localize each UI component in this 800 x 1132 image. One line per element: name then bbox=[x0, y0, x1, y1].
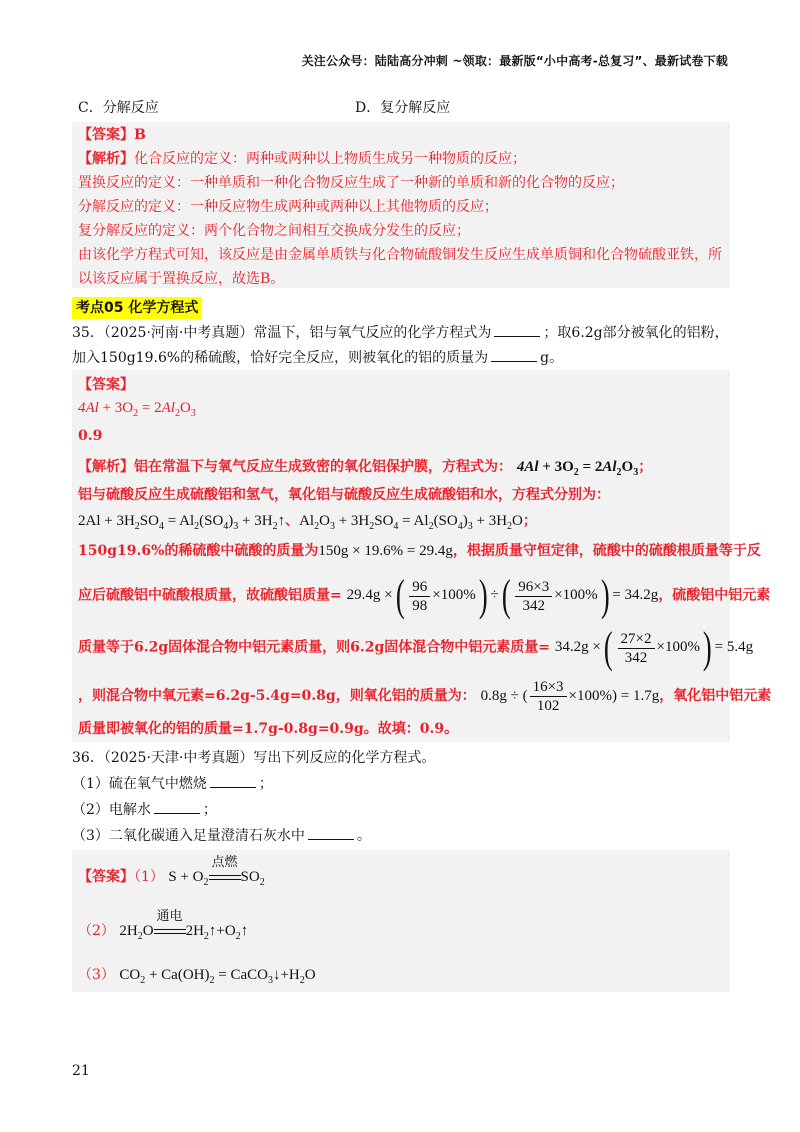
analysis-label: 【解析】 bbox=[78, 459, 134, 475]
answer-value: B bbox=[134, 127, 146, 143]
q35-stem-line2: 加入150g19.6%的稀硫酸，恰好完全反应，则被氧化的铝的质量为 g。 bbox=[72, 350, 564, 366]
q35-answer-box: 【答案】 $4Al + 3O_2 = 2Al_2O_3$ 0.9 【解析】铝在常温下与氧气反应生成致密的氧化铝保护膜，方程式为： $4Al + 3O_2 = 2Al_2O_3$； 铝与硫酸反应生成硫酸铝和氢气，氧化铝与硫酸反应生成硫酸铝和水，方程式分别为： $2Al + 3H_2SO_4 = Al_2(SO_4)_3$ + $3H_2↑$、$Al_2O_3 + 3H_2SO_4 = Al_2(SO_4)_3 + 3H_2O$； 150g19.6%的稀硫酸中硫酸的质量为150g × 19.6% = 29.4g，根据质量守恒定律，硫酸中的硫酸根质量等于反 应后硫酸铝中硫酸根质量，故硫酸铝质量= 29.4g ×( $\frac{96}{98}$ ×100%) ÷( $\frac{96\times 3}{342}$ ×100%) = 34.2g，硫酸铝中铝元素 质量等于6.2g固体混合物中铝元素质量，则6.2g固体混合物中铝元素质量= 34.2g ×( $\frac{27\times 2}{342}$ ×100%) = 5.4g ，则混合物中氧元素=6.2g-5.4g=0.8g，则氧化铝的质量为： 0.8g ÷ ( $\frac{16\times 3}{102}$ ×100%) = 1.7g，氧化铝中铝元素 质量即被氧化的铝的质量=1.7g-0.8g=0.9g。故填：0.9。 bbox=[72, 370, 730, 742]
page-number: 21 bbox=[72, 1063, 90, 1079]
answer-label: 【答案】 bbox=[78, 127, 134, 143]
analysis-line: 应后硫酸铝中硫酸根质量，故硫酸铝质量= 29.4g ×( $\frac{96}{98}$ ×100%) ÷( $\frac{96\times 3}{342}$ ×100%) = 34.2g，硫酸铝中铝元素 bbox=[78, 571, 771, 620]
condition-label: 通电 bbox=[156, 908, 183, 923]
analysis-label: 【解析】 bbox=[78, 151, 134, 167]
q35-stem-line1: 35．（2025·河南·中考真题）常温下，铝与氧气反应的化学方程式为 ；取6.2g部分被氧化的铝粉， bbox=[72, 325, 729, 341]
equation-line: $2Al + 3H_2SO_4 = Al_2(SO_4)_3$ + $3H_2↑$、$Al_2O_3 + 3H_2SO_4 = Al_2(SO_4)_3 + 3H_2O$； bbox=[78, 513, 537, 532]
answer-blank bbox=[308, 827, 354, 840]
q36-part3: （3）二氧化碳通入足量澄清石灰水中 。 bbox=[72, 828, 371, 844]
analysis-line: 质量即被氧化的铝的质量=1.7g-0.8g=0.9g。故填：0.9。 bbox=[78, 721, 459, 737]
q36-part2: （2）电解水 ； bbox=[72, 802, 217, 818]
condition-label: 点燃 bbox=[211, 854, 238, 869]
analysis-line: 分解反应的定义：一种反应物生成两种或两种以上其他物质的反应； bbox=[78, 199, 498, 215]
analysis-line: 复分解反应的定义：两个化合物之间相互交换成分发生的反应； bbox=[78, 223, 470, 239]
q36-part1: （1）硫在氧气中燃烧 ； bbox=[72, 776, 273, 792]
analysis-line: 由该化学方程式可知，该反应是由金属单质铁与化合物硫酸铜发生反应生成单质铜和化合物硫酸亚铁，所 bbox=[78, 247, 722, 263]
q34-answer-box bbox=[72, 122, 730, 288]
analysis-line: 150g19.6%的稀硫酸中硫酸的质量为150g × 19.6% = 29.4g，根据质量守恒定律，硫酸中的硫酸根质量等于反 bbox=[78, 543, 761, 559]
analysis-line: 以该反应属于置换反应，故选B。 bbox=[78, 271, 285, 287]
answer-label: 【答案】 bbox=[78, 377, 134, 393]
answer-value: 0.9 bbox=[78, 428, 103, 444]
answer-line-1: 【答案】（1） $S + O_2$ 点燃 $SO_2$ bbox=[78, 866, 265, 888]
analysis-line: 铝与硫酸反应生成硫酸铝和氢气，氧化铝与硫酸反应生成硫酸铝和水，方程式分别为： bbox=[78, 487, 610, 503]
option-d: D．复分解反应 bbox=[355, 100, 451, 116]
answer-line-3: （3） $CO_2 + Ca(OH)_2$ = $CaCO_3↓+H_2O$ bbox=[78, 967, 316, 986]
page-header: 关注公众号：陆陆高分冲刺 ~领取：最新版“小中高考-总复习”、最新试卷下载 bbox=[301, 54, 728, 68]
equation-answer: $4Al + 3O_2 = 2Al_2O_3$ bbox=[78, 400, 196, 419]
analysis-line: 化合反应的定义：两种或两种以上物质生成另一种物质的反应； bbox=[134, 151, 526, 167]
q36-answer-box bbox=[72, 850, 730, 992]
answer-blank bbox=[494, 324, 540, 337]
answer-blank bbox=[491, 349, 537, 362]
q36-stem: 36．（2025·天津·中考真题）写出下列反应的化学方程式。 bbox=[72, 750, 436, 766]
section-title: 考点05 化学方程式 bbox=[72, 297, 202, 319]
options-row bbox=[78, 97, 728, 119]
option-c: C．分解反应 bbox=[78, 100, 159, 116]
equation-inline: $4Al + 3O_2 = 2Al_2O_3$ bbox=[516, 459, 639, 478]
analysis-line: 置换反应的定义：一种单质和一种化合物反应生成了一种新的单质和新的化合物的反应； bbox=[78, 175, 624, 191]
answer-blank bbox=[210, 775, 256, 788]
analysis-line: ，则混合物中氧元素=6.2g-5.4g=0.8g，则氧化铝的质量为： 0.8g ÷ ( $\frac{16\times 3}{102}$ ×100%) = 1.7g，氧化铝中铝元素 bbox=[78, 679, 772, 714]
answer-line-2: （2） $2H_2O$ 通电 $2H_2↑+O_2↑$ bbox=[78, 920, 248, 942]
answer-blank bbox=[154, 801, 200, 814]
analysis-line: 质量等于6.2g固体混合物中铝元素质量，则6.2g固体混合物中铝元素质量= 34.2g ×( $\frac{27\times 2}{342}$ ×100%) = 5.4g bbox=[78, 623, 754, 672]
